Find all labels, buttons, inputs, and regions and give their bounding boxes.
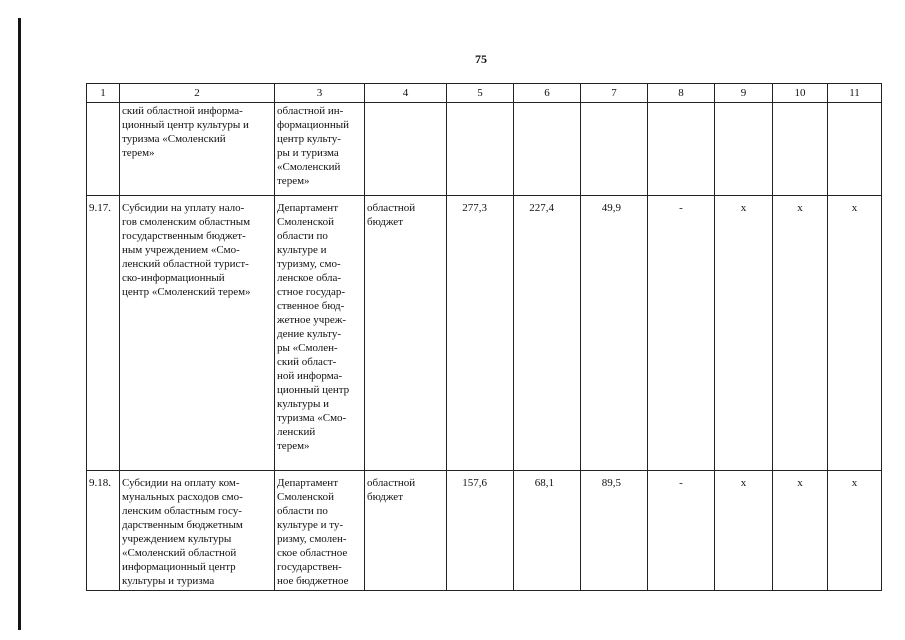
indicator-cell: x <box>773 471 828 591</box>
row-number-cell: 9.17. <box>87 196 120 471</box>
table-row <box>87 471 882 591</box>
description-cell: Субсидии на оплату ком- мунальных расходов смо- ленским областным госу- дарственным бюджетным учреждением культуры «Смоленский областной информационный центр культуры и туризма <box>120 471 275 591</box>
amount-year2-cell: 89,5 <box>581 471 648 591</box>
row-number-cell <box>87 103 120 196</box>
indicator-cell: x <box>828 471 882 591</box>
page-number: 75 <box>475 52 487 66</box>
indicator-cell: x <box>773 196 828 471</box>
row-number-cell: 9.18. <box>87 471 120 591</box>
indicator-cell <box>773 103 828 196</box>
amount-year3-cell: - <box>648 196 715 471</box>
column-header: 6 <box>514 84 581 103</box>
column-header: 4 <box>365 84 447 103</box>
column-header: 10 <box>773 84 828 103</box>
column-header: 2 <box>120 84 275 103</box>
indicator-cell: x <box>828 196 882 471</box>
table-header-row <box>87 84 882 103</box>
indicator-cell <box>828 103 882 196</box>
indicator-cell: x <box>715 196 773 471</box>
amount-year1-cell: 227,4 <box>514 196 581 471</box>
column-header: 7 <box>581 84 648 103</box>
indicator-cell: x <box>715 471 773 591</box>
column-header: 5 <box>447 84 514 103</box>
executor-cell: Департамент Смоленской области по культуре и туризму, смо- ленское обла- стное государ- ственное бюд- жетное учреж- дение культу- ры «Смолен- ский област- ной информа- ционный центр культуры и туризма «Смо- ленский терем» <box>275 196 365 471</box>
amount-year3-cell: - <box>648 471 715 591</box>
funding-source-cell <box>365 103 447 196</box>
column-header: 1 <box>87 84 120 103</box>
executor-cell: областной ин- формационный центр культу- ры и туризма «Смоленский терем» <box>275 103 365 196</box>
indicator-cell <box>715 103 773 196</box>
amount-year3-cell <box>648 103 715 196</box>
funding-source-cell: областной бюджет <box>365 196 447 471</box>
binding-edge-line <box>18 18 21 630</box>
column-header: 3 <box>275 84 365 103</box>
description-cell: Субсидии на уплату нало- гов смоленским областным государственным бюджет- ным учреждением «Смо- ленский областной турист- ско-информационный центр «Смоленский терем» <box>120 196 275 471</box>
column-header: 8 <box>648 84 715 103</box>
column-header: 11 <box>828 84 882 103</box>
amount-total-cell <box>447 103 514 196</box>
column-header: 9 <box>715 84 773 103</box>
amount-year1-cell: 68,1 <box>514 471 581 591</box>
table-row <box>87 196 882 471</box>
amount-year2-cell: 49,9 <box>581 196 648 471</box>
budget-table <box>86 83 882 591</box>
amount-total-cell: 277,3 <box>447 196 514 471</box>
table-row <box>87 103 882 196</box>
amount-year2-cell <box>581 103 648 196</box>
description-cell: ский областной информа- ционный центр культуры и туризма «Смоленский терем» <box>120 103 275 196</box>
executor-cell: Департамент Смоленской области по культуре и ту- ризму, смолен- ское областное государствен- ное бюджетное <box>275 471 365 591</box>
amount-total-cell: 157,6 <box>447 471 514 591</box>
amount-year1-cell <box>514 103 581 196</box>
funding-source-cell: областной бюджет <box>365 471 447 591</box>
